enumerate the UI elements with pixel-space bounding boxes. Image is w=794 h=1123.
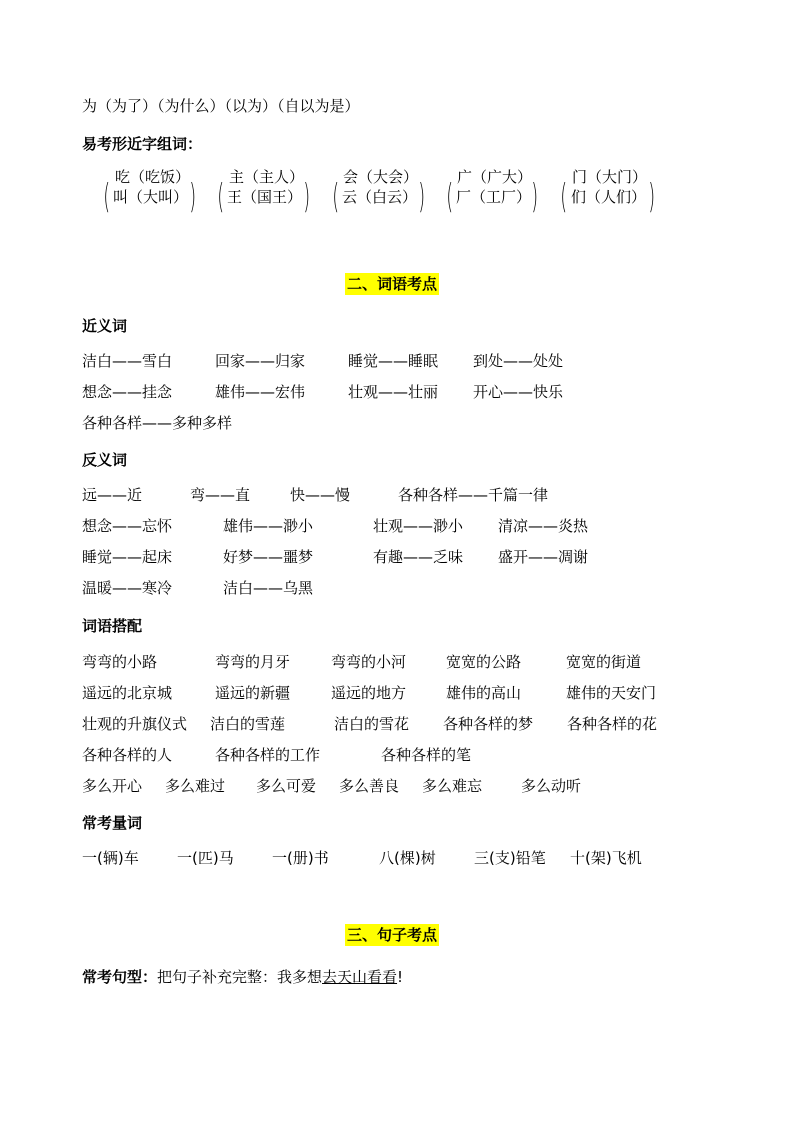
left-brace: ( [446, 177, 453, 217]
xingjin-bottom-word: 云（白云） [342, 188, 418, 206]
xingjin-top-word: 广（广大） [457, 168, 533, 186]
synonym-pair: 到处——处处 [473, 352, 564, 370]
xingjin-top-word: 会（大会） [343, 168, 419, 186]
xingjin-top-word: 吃（吃饭） [115, 168, 191, 186]
antonym-pair: 睡觉——起床 [82, 548, 173, 566]
antonym-pair: 远——近 [82, 486, 143, 504]
antonyms-heading: 反义词 [82, 451, 128, 469]
collocation: 弯弯的月牙 [215, 653, 291, 671]
xingjin-heading: 易考形近字组词： [82, 135, 203, 153]
antonym-pair: 有趣——乏味 [373, 548, 464, 566]
collocation: 雄伟的高山 [446, 684, 522, 702]
synonym-pair: 开心——快乐 [473, 383, 564, 401]
left-brace: ( [217, 177, 224, 217]
antonym-pair: 盛开——凋谢 [498, 548, 589, 566]
collocation: 壮观的升旗仪式 [82, 715, 188, 733]
right-brace: ) [189, 177, 196, 217]
xingjin-top-word: 门（大门） [572, 168, 648, 186]
top-word-line: 为（为了）（为什么）（以为）（自以为是） [82, 97, 360, 115]
synonyms-heading: 近义词 [82, 317, 128, 335]
collocation: 各种各样的笔 [381, 746, 472, 764]
collocation: 多么难过 [165, 777, 226, 795]
antonym-pair: 想念——忘怀 [82, 517, 173, 535]
measure-word-item: 一(册)书 [272, 849, 329, 867]
synonym-pair: 回家——归家 [215, 352, 306, 370]
collocation: 宽宽的公路 [446, 653, 522, 671]
collocation: 弯弯的小路 [82, 653, 158, 671]
xingjin-top-word: 主（主人） [229, 168, 305, 186]
collocation: 遥远的地方 [331, 684, 407, 702]
sentence-pattern-text: 把句子补充完整：我多想 [157, 968, 323, 986]
collocation: 多么可爱 [256, 777, 317, 795]
antonym-pair: 弯——直 [190, 486, 251, 504]
collocation: 弯弯的小河 [331, 653, 407, 671]
xingjin-bottom-word: 们（人们） [571, 188, 647, 206]
collocation: 雄伟的天安门 [566, 684, 657, 702]
antonym-pair: 快——慢 [290, 486, 351, 504]
sentence-end-mark: ! [397, 968, 404, 986]
collocation: 各种各样的花 [567, 715, 658, 733]
synonym-pair: 想念——挂念 [82, 383, 173, 401]
sentence-pattern-line [82, 967, 403, 987]
collocation: 洁白的雪莲 [210, 715, 286, 733]
collocation: 遥远的北京城 [82, 684, 173, 702]
antonym-pair: 温暖——寒冷 [82, 579, 173, 597]
left-brace: ( [332, 177, 339, 217]
antonym-pair: 洁白——乌黑 [223, 579, 314, 597]
measure-word-item: 十(架)飞机 [570, 849, 642, 867]
section-title-words: 二、词语考点 [347, 275, 438, 293]
collocation: 多么动听 [521, 777, 582, 795]
measure-word-item: 八(棵)树 [379, 849, 436, 867]
antonym-pair: 壮观——渺小 [373, 517, 464, 535]
collocation: 多么善良 [339, 777, 400, 795]
xingjin-bottom-word: 王（国王） [227, 188, 303, 206]
collocation: 各种各样的梦 [443, 715, 534, 733]
collocation: 各种各样的工作 [215, 746, 321, 764]
measure-word-item: 一(辆)车 [82, 849, 139, 867]
antonym-pair: 清凉——炎热 [498, 517, 589, 535]
antonym-pair: 雄伟——渺小 [223, 517, 314, 535]
measure-words-heading: 常考量词 [82, 814, 143, 832]
synonym-pair: 雄伟——宏伟 [215, 383, 306, 401]
synonym-pair: 各种各样——多种多样 [82, 414, 233, 432]
right-brace: ) [418, 177, 425, 217]
measure-word-item: 三(支)铅笔 [474, 849, 546, 867]
synonym-pair: 睡觉——睡眠 [348, 352, 439, 370]
synonym-pair: 壮观——壮丽 [348, 383, 439, 401]
right-brace: ) [303, 177, 310, 217]
sentence-pattern-label: 常考句型： [82, 968, 158, 986]
collocation: 宽宽的街道 [566, 653, 642, 671]
collocation: 多么难忘 [422, 777, 483, 795]
antonym-pair: 各种各样——千篇一律 [398, 486, 549, 504]
collocation: 各种各样的人 [82, 746, 173, 764]
synonym-pair: 洁白——雪白 [82, 352, 173, 370]
antonym-pair: 好梦——噩梦 [223, 548, 314, 566]
collocation: 多么开心 [82, 777, 143, 795]
measure-word-item: 一(匹)马 [177, 849, 234, 867]
sentence-fill-in: 去天山看看 [322, 968, 398, 986]
xingjin-bottom-word: 厂（工厂） [456, 188, 532, 206]
right-brace: ) [531, 177, 538, 217]
collocations-heading: 词语搭配 [82, 617, 143, 635]
left-brace: ( [103, 177, 110, 217]
collocation: 洁白的雪花 [334, 715, 410, 733]
section-title-sentences: 三、句子考点 [347, 926, 438, 944]
right-brace: ) [648, 177, 655, 217]
left-brace: ( [560, 177, 567, 217]
collocation: 遥远的新疆 [215, 684, 291, 702]
xingjin-bottom-word: 叫（大叫） [113, 188, 189, 206]
